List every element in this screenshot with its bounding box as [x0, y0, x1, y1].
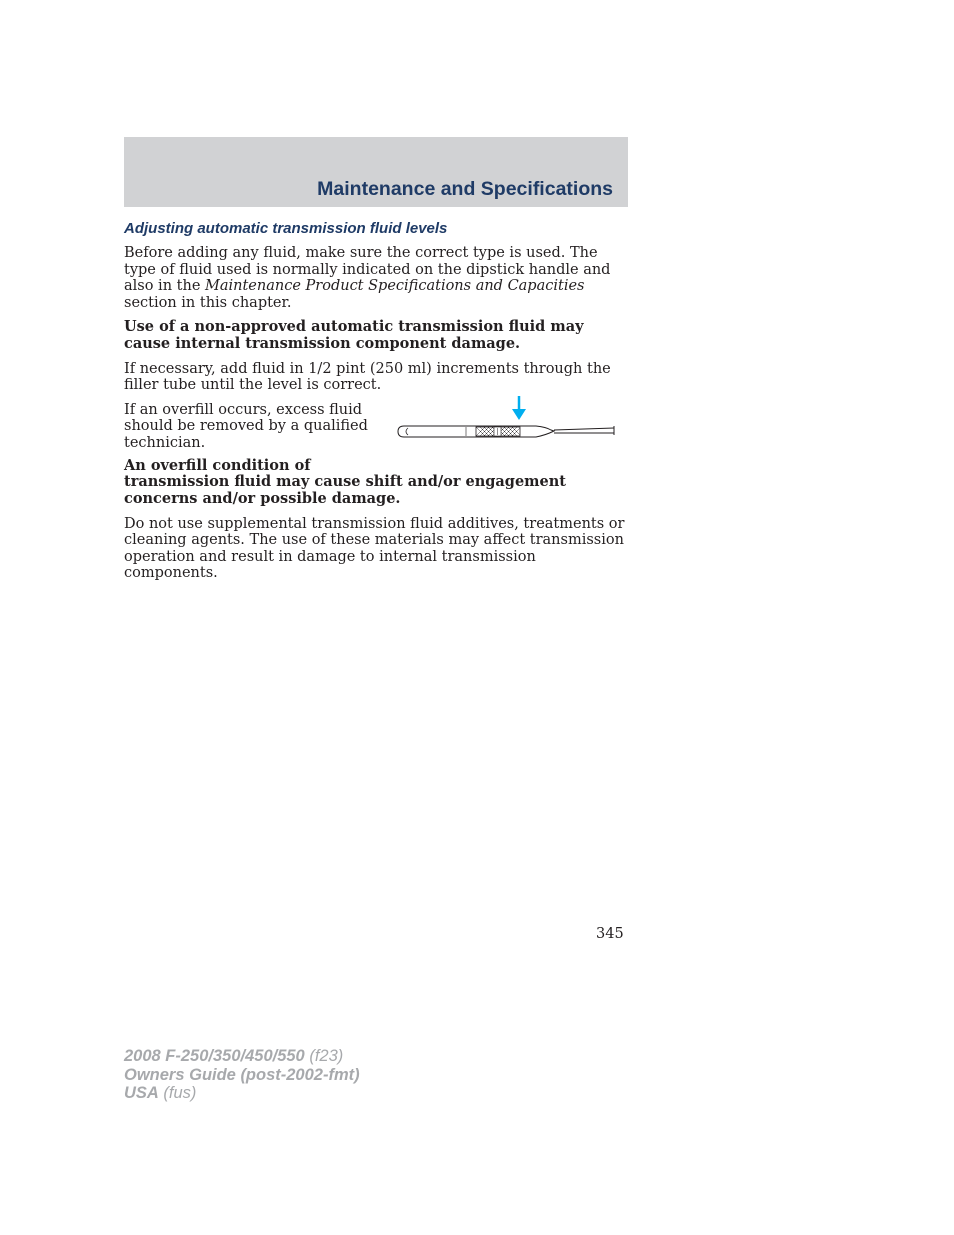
subheading: Adjusting automatic transmission fluid levels: [124, 220, 448, 237]
paragraph-text-end: section in this chapter.: [124, 294, 292, 311]
paragraph-add-fluid: If necessary, add fluid in 1/2 pint (250 ml) increments through the filler tube until the level is correct.: [124, 360, 611, 394]
footer-line-model: [124, 1047, 360, 1066]
paragraph-additives: Do not use supplemental transmission fluid additives, treatments or cleaning agents. The use of these materials may affect transmission operation and result in damage to internal transmission components.: [124, 515, 625, 582]
footer-market-code: (fus): [158, 1084, 197, 1102]
footer-model-code: (f23): [304, 1047, 344, 1065]
paragraph-overfill: If an overfill occurs, excess fluid should be removed by a qualified technician.: [124, 401, 368, 451]
footer-market: USA: [124, 1084, 159, 1102]
paragraph-fluid-type: [124, 245, 628, 311]
page-content: [124, 220, 628, 590]
section-header-band: [124, 137, 628, 207]
warning-overfill-line2: transmission fluid may cause shift and/or engagement concerns and/or possible damage.: [124, 473, 566, 507]
overfill-row: [124, 402, 628, 458]
footer-model: 2008 F-250/350/450/550: [124, 1047, 305, 1065]
section-title: Maintenance and Specifications: [317, 178, 613, 200]
document-footer: [124, 1047, 360, 1103]
footer-line-guide: [124, 1066, 360, 1085]
warning-overfill: [124, 458, 628, 508]
manual-section-reference: Maintenance Product Specifications and Capacities: [205, 278, 585, 295]
page-number: 345: [596, 926, 624, 942]
paragraph-text: Before adding any fluid, make sure the correct type is used. The type of fluid used is normally indicated on the dipstick handle and also in the: [124, 245, 611, 295]
warning-non-approved-fluid: Use of a non-approved automatic transmission fluid may cause internal transmission component damage.: [124, 318, 584, 352]
footer-guide: Owners Guide (post-2002-fmt): [124, 1065, 360, 1084]
warning-overfill-line1: An overfill condition of: [124, 456, 311, 474]
dipstick-overfill-icon: [396, 394, 616, 444]
footer-line-market: [124, 1084, 360, 1103]
